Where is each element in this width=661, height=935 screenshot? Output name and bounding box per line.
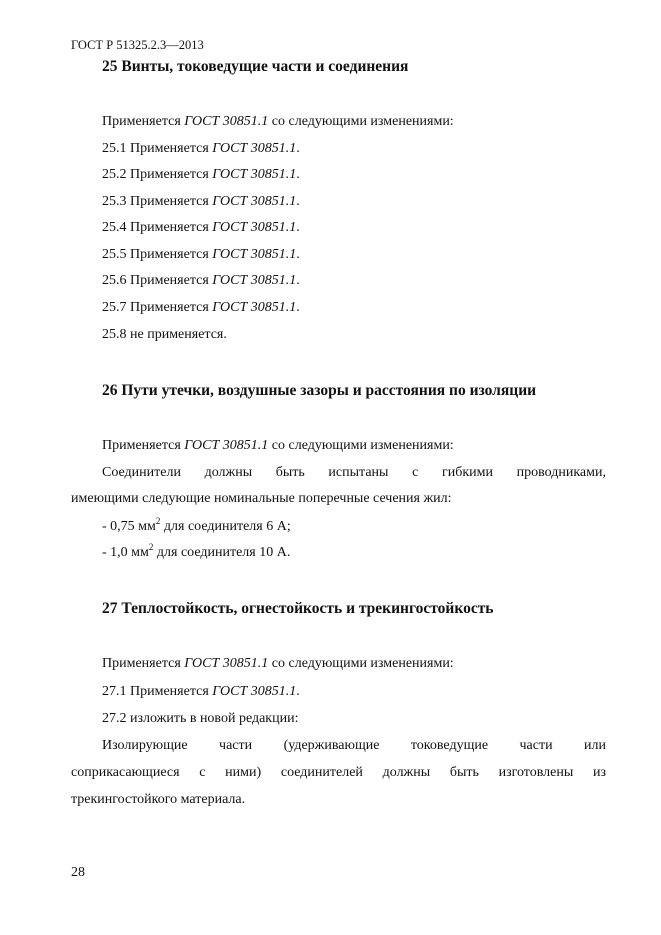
- clause-number: 25.2: [102, 167, 127, 182]
- intro-text-pre: Применяется: [102, 438, 185, 453]
- clause-25-6: [102, 273, 300, 289]
- clause-text: Применяется: [126, 247, 213, 262]
- clause-text: Применяется: [126, 300, 213, 315]
- clause-text-end: .: [296, 273, 300, 288]
- standard-reference: ГОСТ 30851.1: [184, 656, 269, 671]
- section-25-heading: 25 Винты, токоведущие части и соединения: [102, 58, 409, 75]
- section-26-paragraph-line-2: имеющими следующие номинальные поперечные сечения жил:: [71, 491, 452, 506]
- page-number: 28: [71, 865, 85, 880]
- clause-number: 27.1: [102, 684, 127, 699]
- superscript: 2: [155, 516, 161, 526]
- clause-25-8: [102, 327, 227, 343]
- bullet-item-1: [102, 516, 291, 535]
- intro-text-pre: Применяется: [102, 114, 185, 129]
- bullet-text: - 1,0 мм: [102, 545, 149, 560]
- section-27-paragraph-line-2: соприкасающиеся с ними) соединителей должны быть изготовлены из: [71, 765, 606, 780]
- clause-27-2: 27.2 изложить в новой редакции:: [102, 711, 299, 726]
- standard-reference: ГОСТ 30851.1: [212, 167, 297, 182]
- superscript: 2: [148, 542, 154, 552]
- standard-reference: ГОСТ 30851.1: [212, 300, 297, 315]
- clause-text-end: .: [296, 220, 300, 235]
- section-27-heading: 27 Теплостойкость, огнестойкость и трекингостойкость: [102, 600, 494, 617]
- standard-reference: ГОСТ 30851.1: [212, 194, 297, 209]
- clause-number: 25.1: [102, 141, 127, 156]
- standard-reference: ГОСТ 30851.1: [212, 684, 297, 699]
- section-25-intro: [102, 114, 454, 130]
- standard-reference: ГОСТ 30851.1: [212, 220, 297, 235]
- clause-number: 25.3: [102, 194, 127, 209]
- clause-text-end: .: [296, 167, 300, 182]
- clause-text: Применяется: [126, 194, 213, 209]
- clause-number: 25.8: [102, 327, 127, 342]
- clause-text: Применяется: [126, 167, 213, 182]
- clause-text: Применяется: [126, 141, 213, 156]
- clause-text-end: .: [296, 300, 300, 315]
- clause-text-end: .: [296, 141, 300, 156]
- clause-text-end: .: [296, 247, 300, 262]
- clause-text-end: .: [296, 194, 300, 209]
- clause-25-5: [102, 247, 300, 263]
- standard-reference: ГОСТ 30851.1: [212, 141, 297, 156]
- bullet-text: - 0,75 мм: [102, 519, 156, 534]
- clause-text: Применяется: [126, 684, 213, 699]
- standard-reference: ГОСТ 30851.1: [212, 247, 297, 262]
- clause-text: Применяется: [126, 220, 213, 235]
- section-26-intro: [102, 438, 454, 454]
- standard-reference: ГОСТ 30851.1: [184, 114, 269, 129]
- document-code: ГОСТ Р 51325.2.3—2013: [71, 38, 204, 52]
- clause-25-3: [102, 194, 300, 210]
- intro-text-post: со следующими изменениями:: [268, 656, 454, 671]
- bullet-item-2: [102, 542, 291, 561]
- clause-number: 25.4: [102, 220, 127, 235]
- section-27-intro: [102, 656, 454, 672]
- clause-text-end: .: [296, 684, 300, 699]
- clause-27-1: [102, 684, 300, 700]
- clause-text: не применяется.: [126, 327, 227, 342]
- clause-number: 25.7: [102, 300, 127, 315]
- intro-text-pre: Применяется: [102, 656, 185, 671]
- standard-reference: ГОСТ 30851.1: [184, 438, 269, 453]
- clause-number: 25.5: [102, 247, 127, 262]
- clause-25-7: [102, 300, 300, 316]
- clause-25-2: [102, 167, 300, 183]
- section-26-heading: 26 Пути утечки, воздушные зазоры и расстояния по изоляции: [102, 382, 537, 399]
- clause-25-1: [102, 141, 300, 157]
- bullet-text-end: для соединителя 10 А.: [153, 545, 291, 560]
- section-27-paragraph-line-3: трекингостойкого материала.: [71, 792, 246, 807]
- section-27-paragraph-line-1: Изолирующие части (удерживающие токоведущие части или: [102, 738, 606, 753]
- section-26-paragraph-line-1: Соединители должны быть испытаны с гибкими проводниками,: [102, 465, 606, 480]
- bullet-text-end: для соединителя 6 А;: [160, 519, 291, 534]
- clause-25-4: [102, 220, 300, 236]
- standard-reference: ГОСТ 30851.1: [212, 273, 297, 288]
- intro-text-post: со следующими изменениями:: [268, 438, 454, 453]
- clause-text: Применяется: [126, 273, 213, 288]
- intro-text-post: со следующими изменениями:: [268, 114, 454, 129]
- clause-number: 25.6: [102, 273, 127, 288]
